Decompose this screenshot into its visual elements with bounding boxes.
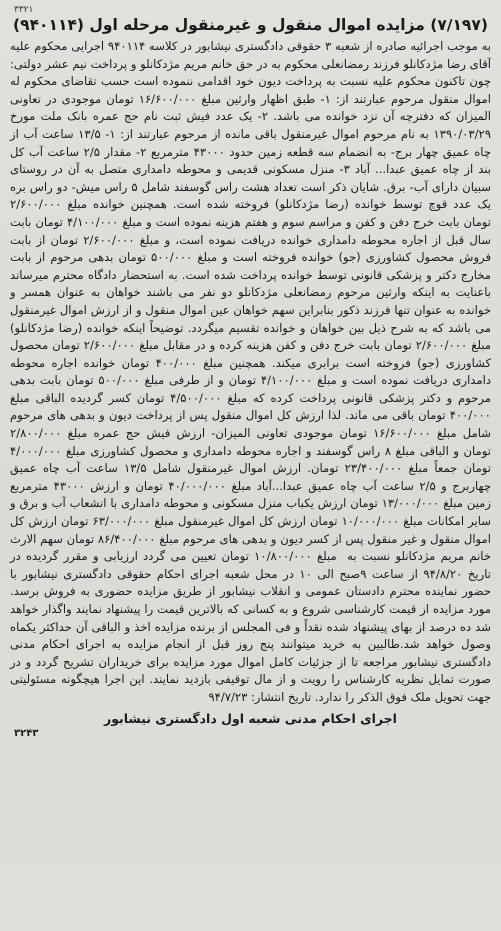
issuer-signature: اجرای احکام مدنی شعبه اول دادگستری نیشابور — [104, 710, 397, 726]
top-reference-number: ۳۳۲۱ — [14, 5, 34, 15]
notice-body: به موجب اجرائیه صادره از شعبه ۳ حقوقی دادگستری نیشابور در کلاسه ۹۴۰۱۱۴ اجرایی محکوم علیه آقای رضا مژدکانلو فرزند رمضانعلی محکوم به در حق خانم مریم مژدکانلو و پرداخت نیم عشر دولتی: چون تاکنون محکوم علیه نسبت به پرداخت دیون خود اقدامی ننموده است حسب تقاضای محکوم له اموال منقول مرحوم عبارتند از: ۱- طبق اظهار وارثین مبلغ ۱۶/۶۰۰/۰۰۰ تومان موجودی در تعاونی المیزان که دفترچه آن نزد خوانده می باشد. ۲- یک عدد فیش ثبت نام حج عمره بانک ملت مورخ ۱۳۹۰/۰۳/۲۹ به نام مرحوم اموال غیرمنقول باقی مانده از مرحوم عبارتند از: ۱- ۱۳/۵ ساعت آب از چاه عمیق چهار برج- به انضمام سه قطعه زمین حدود ۴۳۰۰۰ مترمربع ۲- مقدار ۲/۵ ساعت آب کل بند از چاه عمیق عبدا... آباد ۳- منزل مسکونی قدیمی و محوطه دامداری متصل به آن در روستای سبیان دارای آب- برق. شایان ذکر است تعداد هشت راس گوسفند شامل ۵ راس میش- دو راس بره یک عدد قوچ توسط خوانده (رضا مژدکانلو) فروخته شده است. همچنین خوانده مبلغ ۲/۶۰۰/۰۰۰ تومان بابت خرج دفن و کفن و مراسم سوم و هفتم هزینه نموده است و مبلغ ۴/۱۰۰/۰۰۰ تومان بابت سال قبل از اجاره محوطه دامداری خوانده دریافت نموده است، و مبلغ ۲/۶۰۰/۰۰۰ تومان از بابت فروش محصول کشاورزی (جو) خوانده فروخته است و مبلغ ۵۰۰/۰۰۰ تومان بدهی مرحوم از بابت مخارج دکتر و پزشکی قانونی توسط خوانده پرداخت شده است. به استحضار دادگاه محترم میرساند باعنایت به اینکه وارثین مرحوم رمضانعلی مژدکانلو دو نفر می باشند خواهان به عنوان همسر و خوانده به عنوان تنها فرزند ذکور بنابراین سهم خواهان عین اموال منقول و از ارزش اموال غیرمنقول می باشد که به شرح ذیل بین خواهان و خوانده تقسیم میگردد. توضیحاً اینکه خوانده (رضا مژدکانلو) مبلغ ۲/۶۰۰/۰۰۰ تومان بابت خرج دفن و کفن هزینه کرده و در مقابل مبلغ ۲/۶۰۰/۰۰۰ تومان محصول کشاورزی (جو) فروخته است برابری میکند. همچنین مبلغ ۴۰۰/۰۰۰ تومان خوانده اجاره محوطه دامداری دریافت نموده است و مبلغ ۴/۱۰۰/۰۰۰ تومان و از طرفی مبلغ ۵۰۰/۰۰۰ تومان بابت بدهی مرحوم و دکتر پزشکی قانونی پرداخت کرده که مبلغ ۴/۵۰۰/۰۰۰ تومان کسر گردیده الباقی مبلغ ۴۰۰/۰۰۰ تومان باقی می ماند. لذا ارزش کل اموال منقول پس از پرداخت دیون و بدهی های مرحوم شامل مبلغ ۱۶/۶۰۰/۰۰۰ تومان موجودی تعاونی المیزان- ارزش فیش حج عمره مبلغ ۲/۸۰۰/۰۰۰ تومان و الباقی مبلغ ۸ راس گوسفند و اجاره محوطه دامداری و محصول کشاورزی مبلغ ۴/۰۰۰/۰۰۰ تومان جمعاً مبلغ ۲۳/۴۰۰/۰۰۰ تومان. ارزش اموال غیرمنقول شامل ۱۳/۵ ساعت آب چاه عمیق چهاربرج و ۲/۵ ساعت آب چاه عمیق عبدا...آباد مبلغ ۴۰/۰۰۰/۰۰۰ تومان و ارزش ۴۳۰۰۰ مترمربع زمین مبلغ ۱۳/۰۰۰/۰۰۰ تومان ارزش یکباب منزل مسکونی و محوطه دامداری با انشعاب آب و برق و سایر امکانات مبلغ ۱۰/۰۰۰/۰۰۰ تومان ارزش کل اموال غیرمنقول مبلغ ۶۳/۰۰۰/۰۰۰ تومان ارزش کل اموال منقول و غیر منقول پس از کسر دیون و بدهی های مرحوم مبلغ ۸۶/۴۰۰/۰۰۰ تومان سهم الارث خانم مریم مژدکانلو نسبت به مبلغ ۱۰/۸۰۰/۰۰۰ تومان تعیین می گردد ارزیابی و مقرر گردیده در تاریخ ۹۴/۸/۲۰ از ساعت ۹صبح الی ۱۰ در محل شعبه اجرای احکام حقوقی دادگستری نیشابور با حضور نماینده محترم دادستان عمومی و انقلاب نیشابور از طریق مزایده حضوری به فروش برسد. مورد مزایده از قیمت کارشناسی شروع و به کسانی که بالاترین قیمت را پیشنهاد نمایند واگذار خواهد شد ده درصد از بهای پیشنهاد شده نقداً و فی المجلس از برنده مزایده اخذ و الباقی آن حداکثر یکماه وصول خواهد شد.طالبین به خرید میتوانند پنج روز قبل از انجام مزایده به اجرای احکام مدنی دادگستری نیشابور مراجعه تا از جزئیات کامل اموال مورد مزایده برای خریداران تشریح گردد و در صورت تمایل نظریه کارشناس را رویت و از مال توقیفی بازدید نمایند. این اجرا هیچگونه مسئولیتی جهت تحویل ملک فوق الذکر را ندارد. تاریخ انتشار: ۹۴/۷/۲۳ — [6, 39, 492, 704]
notice-title: (۷/۱۹۷) مزایده اموال منقول و غیرمنقول مرحله اول (۹۴۰۱۱۴) — [13, 16, 488, 34]
bottom-reference-number: ۳۲۴۳ — [14, 727, 39, 739]
